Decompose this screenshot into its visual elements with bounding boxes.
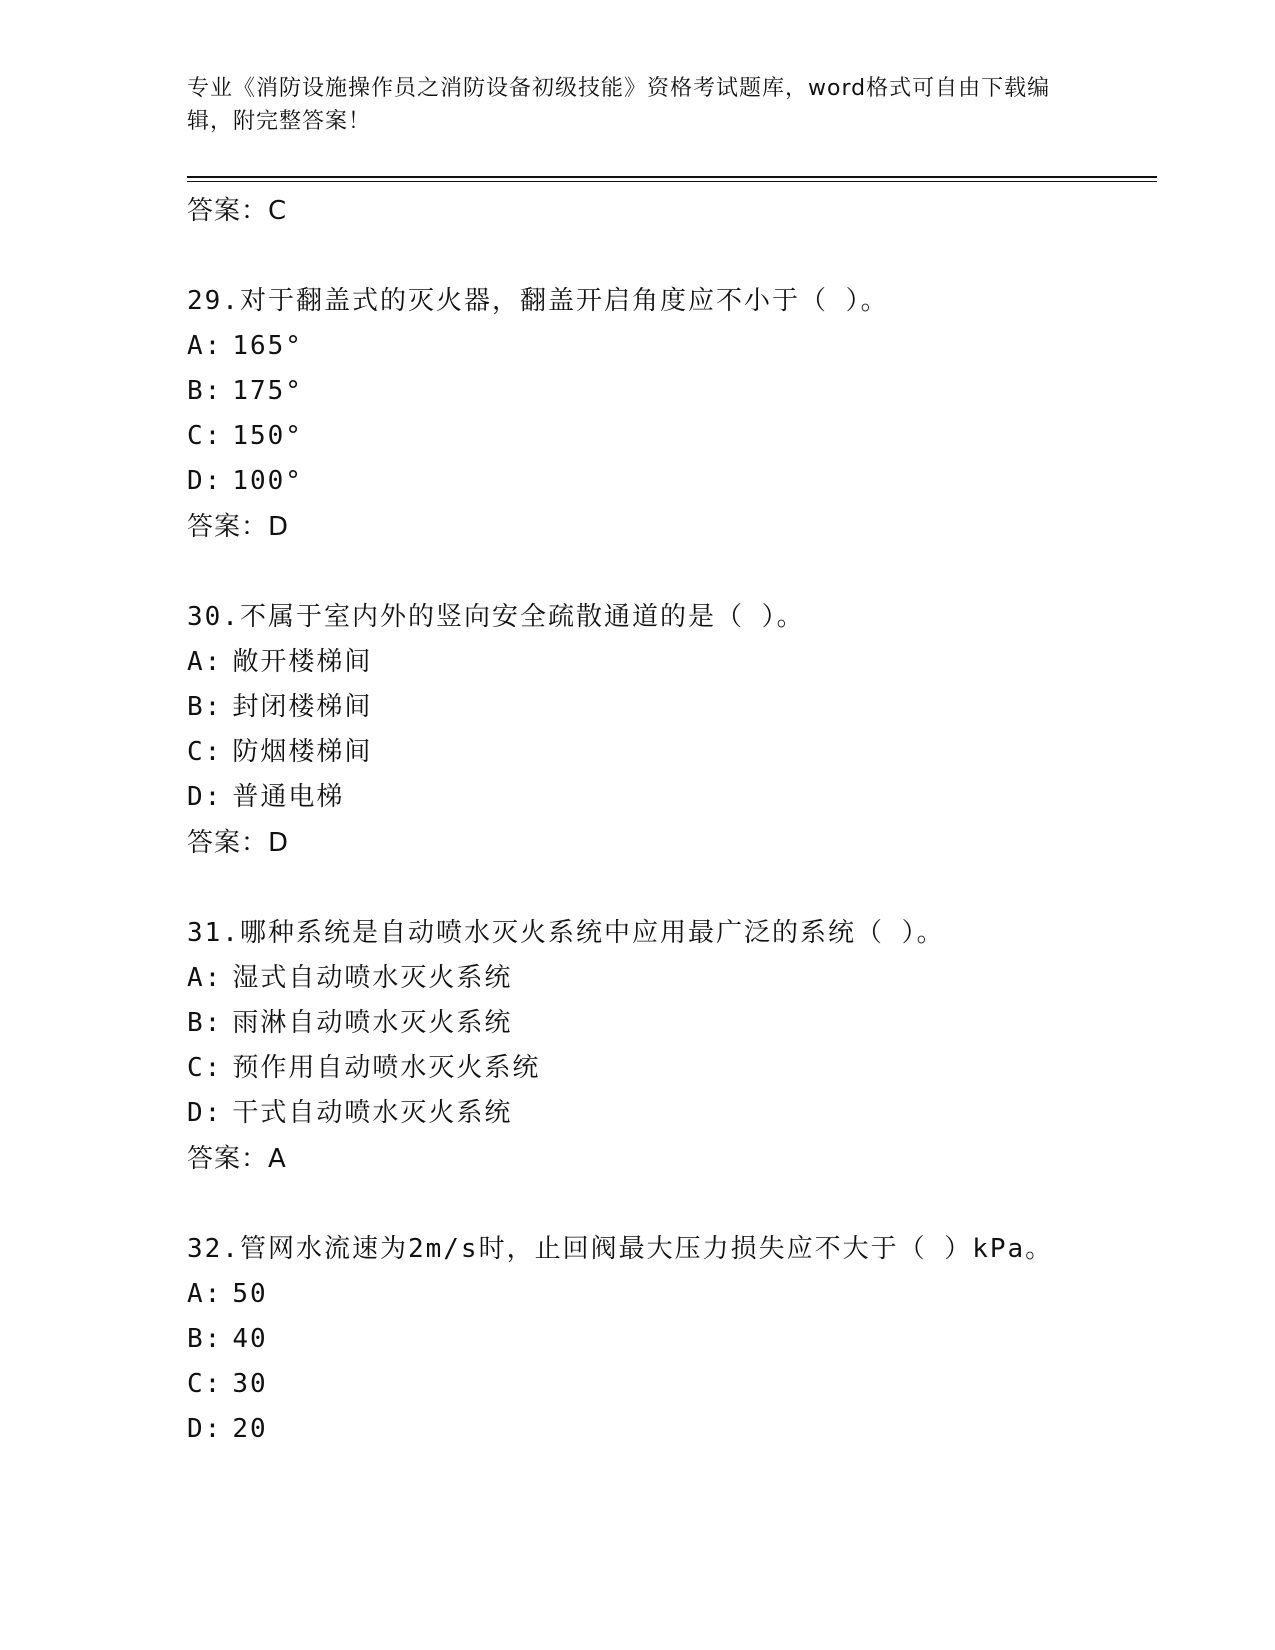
option-d bbox=[187, 1091, 1147, 1136]
option-text: 50 bbox=[232, 1279, 268, 1309]
answer-line: 答案：A bbox=[187, 1144, 287, 1174]
option-label: D: bbox=[187, 782, 223, 812]
option-d bbox=[187, 775, 1147, 820]
option-label: D: bbox=[187, 1098, 223, 1128]
option-label: B: bbox=[187, 1324, 223, 1354]
option-b bbox=[187, 369, 1147, 414]
option-text: 预作用自动喷水灭火系统 bbox=[232, 1053, 541, 1083]
answer-line: 答案：D bbox=[187, 828, 290, 858]
previous-answer: 答案：C bbox=[187, 196, 288, 226]
question-30 bbox=[187, 594, 1147, 866]
option-c bbox=[187, 414, 1147, 459]
question-stem: 32.管网水流速为2m/s时，止回阀最大压力损失应不大于（ ）kPa。 bbox=[187, 1234, 1054, 1264]
option-label: A: bbox=[187, 963, 223, 993]
option-text: 敞开楼梯间 bbox=[232, 647, 373, 677]
option-text: 100° bbox=[232, 466, 303, 496]
option-label: B: bbox=[187, 376, 223, 406]
question-32 bbox=[187, 1226, 1147, 1452]
option-label: A: bbox=[187, 331, 223, 361]
question-stem: 29.对于翻盖式的灭火器，翻盖开启角度应不小于（ ）。 bbox=[187, 286, 889, 316]
option-label: A: bbox=[187, 647, 223, 677]
option-text: 防烟楼梯间 bbox=[232, 737, 373, 767]
header-rule-thin bbox=[187, 181, 1157, 182]
option-a bbox=[187, 956, 1147, 1001]
question-31 bbox=[187, 910, 1147, 1182]
option-label: C: bbox=[187, 737, 223, 767]
option-b bbox=[187, 1001, 1147, 1046]
option-a bbox=[187, 1272, 1147, 1317]
option-c bbox=[187, 1362, 1147, 1407]
option-text: 30 bbox=[232, 1369, 268, 1399]
header-rule-thick bbox=[187, 176, 1157, 178]
option-label: D: bbox=[187, 1414, 223, 1444]
option-text: 雨淋自动喷水灭火系统 bbox=[232, 1008, 513, 1038]
option-a bbox=[187, 640, 1147, 685]
option-label: C: bbox=[187, 421, 223, 451]
option-label: C: bbox=[187, 1053, 223, 1083]
option-c bbox=[187, 730, 1147, 775]
option-b bbox=[187, 1317, 1147, 1362]
option-text: 湿式自动喷水灭火系统 bbox=[232, 963, 513, 993]
option-b bbox=[187, 685, 1147, 730]
option-text: 150° bbox=[232, 421, 303, 451]
option-label: B: bbox=[187, 1008, 223, 1038]
option-text: 165° bbox=[232, 331, 303, 361]
option-text: 普通电梯 bbox=[232, 782, 345, 812]
option-text: 干式自动喷水灭火系统 bbox=[232, 1098, 513, 1128]
option-text: 40 bbox=[232, 1324, 268, 1354]
answer-line: 答案：D bbox=[187, 512, 290, 542]
option-label: A: bbox=[187, 1279, 223, 1309]
option-label: B: bbox=[187, 692, 223, 722]
question-stem: 30.不属于室内外的竖向安全疏散通道的是（ ）。 bbox=[187, 602, 805, 632]
option-text: 20 bbox=[232, 1414, 268, 1444]
option-c bbox=[187, 1046, 1147, 1091]
option-text: 封闭楼梯间 bbox=[232, 692, 373, 722]
option-d bbox=[187, 1407, 1147, 1452]
option-label: D: bbox=[187, 466, 223, 496]
option-d bbox=[187, 459, 1147, 504]
question-list bbox=[187, 188, 1147, 1452]
document-header: 专业《消防设施操作员之消防设备初级技能》资格考试题库，word格式可自由下载编辑，附完整答案！ bbox=[187, 76, 1051, 134]
question-29 bbox=[187, 278, 1147, 550]
option-text: 175° bbox=[232, 376, 303, 406]
option-label: C: bbox=[187, 1369, 223, 1399]
question-stem: 31.哪种系统是自动喷水灭火系统中应用最广泛的系统（ ）。 bbox=[187, 918, 945, 948]
option-a bbox=[187, 324, 1147, 369]
